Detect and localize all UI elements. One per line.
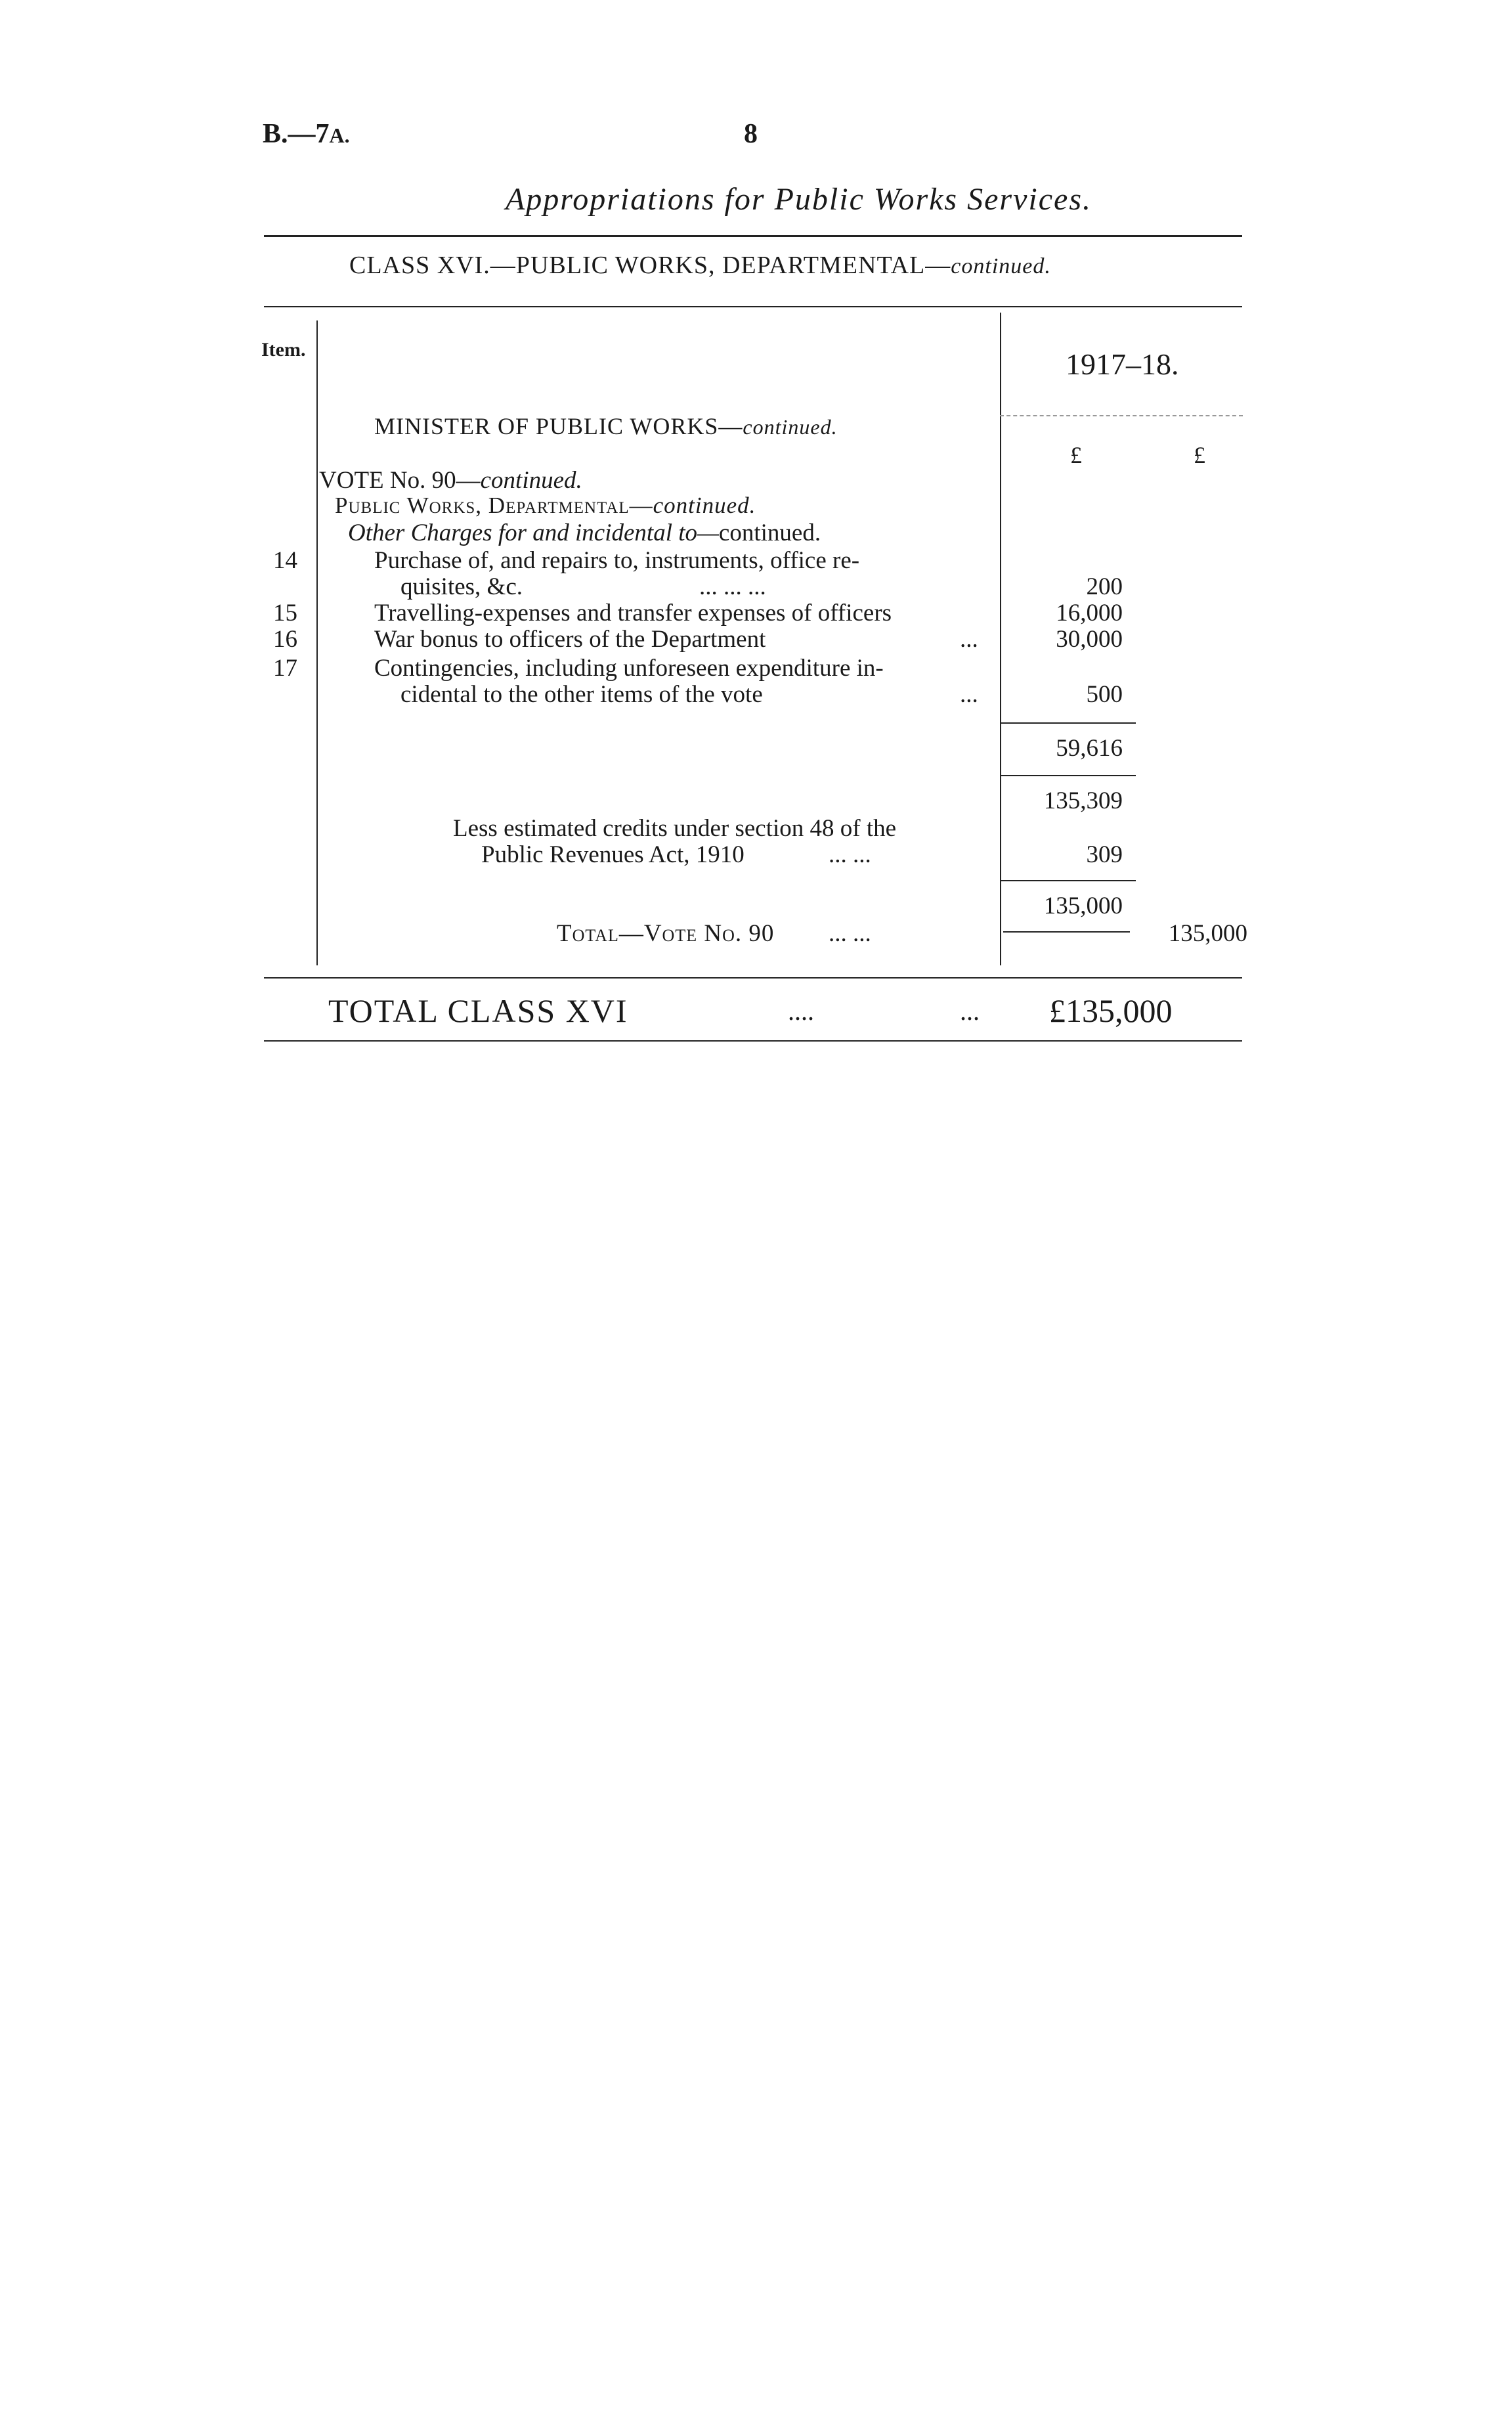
gross-amount: 135,309 [1043, 787, 1123, 814]
less-credits-amount: 309 [1086, 841, 1123, 868]
vote-total-amount: 135,000 [1168, 920, 1247, 947]
item-number: 17 [273, 655, 297, 682]
item-number: 16 [273, 626, 297, 653]
sum-rule [1001, 880, 1136, 881]
leader-dots: ... ... [829, 920, 871, 947]
top-rule [264, 235, 1242, 237]
item-description: Travelling-expenses and transfer expenses of officers [374, 600, 892, 627]
section-heading: Public Works, Departmental—continued. [335, 493, 756, 518]
subtotal-amount: 59,616 [1056, 735, 1123, 762]
total-class-label: TOTAL CLASS XVI [328, 992, 628, 1029]
currency-symbol: £ [1194, 442, 1205, 468]
table-bottom-rule [264, 977, 1242, 979]
item-column-label: Item. [261, 339, 306, 361]
item-number: 15 [273, 600, 297, 627]
total-class-amount: £135,000 [1049, 992, 1173, 1029]
item-description: Contingencies, including unforeseen expenditure in- [374, 655, 884, 682]
page-title: Appropriations for Public Works Services. [505, 182, 1092, 217]
amount-column-divider [1000, 313, 1001, 965]
leader-dots: ... [960, 626, 978, 653]
leader-dots: ... ... ... [699, 573, 766, 600]
less-credits-description: Less estimated credits under section 48 of the [453, 815, 897, 842]
item-description: War bonus to officers of the Department [374, 626, 766, 653]
carry-rule [1003, 931, 1130, 933]
item-number: 14 [273, 547, 297, 574]
vote-heading: VOTE No. 90—continued. [319, 467, 582, 494]
page-number: 8 [744, 119, 758, 149]
item-description: Purchase of, and repairs to, instruments, office re- [374, 547, 860, 574]
minister-heading: MINISTER OF PUBLIC WORKS—continued. [374, 413, 838, 439]
item-amount: 30,000 [1056, 626, 1123, 653]
charges-heading: Other Charges for and incidental to—continued. [348, 519, 821, 546]
leader-dots: ... ... [829, 841, 871, 868]
item-amount: 200 [1086, 573, 1123, 600]
item-amount: 16,000 [1056, 600, 1123, 627]
document-code: B.—7A. [263, 119, 350, 149]
sum-rule [1001, 775, 1136, 776]
leader-dots: ... [960, 681, 978, 708]
sum-rule [1001, 722, 1136, 724]
less-credits-description-cont: Public Revenues Act, 1910 [481, 841, 745, 868]
item-column-divider [316, 320, 318, 965]
year-underline [1000, 415, 1243, 416]
bottom-rule [264, 1040, 1242, 1042]
leader-dots: ... [960, 996, 980, 1026]
leader-dots: .... [788, 996, 814, 1026]
vote-total-label: Total—Vote No. 90 [557, 920, 775, 947]
item-description-cont: quisites, &c. [400, 573, 523, 600]
item-amount: 500 [1086, 681, 1123, 708]
item-description-cont: cidental to the other items of the vote [400, 681, 763, 708]
net-amount: 135,000 [1043, 892, 1123, 919]
year-heading: 1917–18. [1066, 347, 1179, 381]
class-rule [264, 306, 1242, 307]
currency-symbol: £ [1070, 442, 1082, 468]
class-heading: CLASS XVI.—PUBLIC WORKS, DEPARTMENTAL—continued. [349, 252, 1051, 279]
